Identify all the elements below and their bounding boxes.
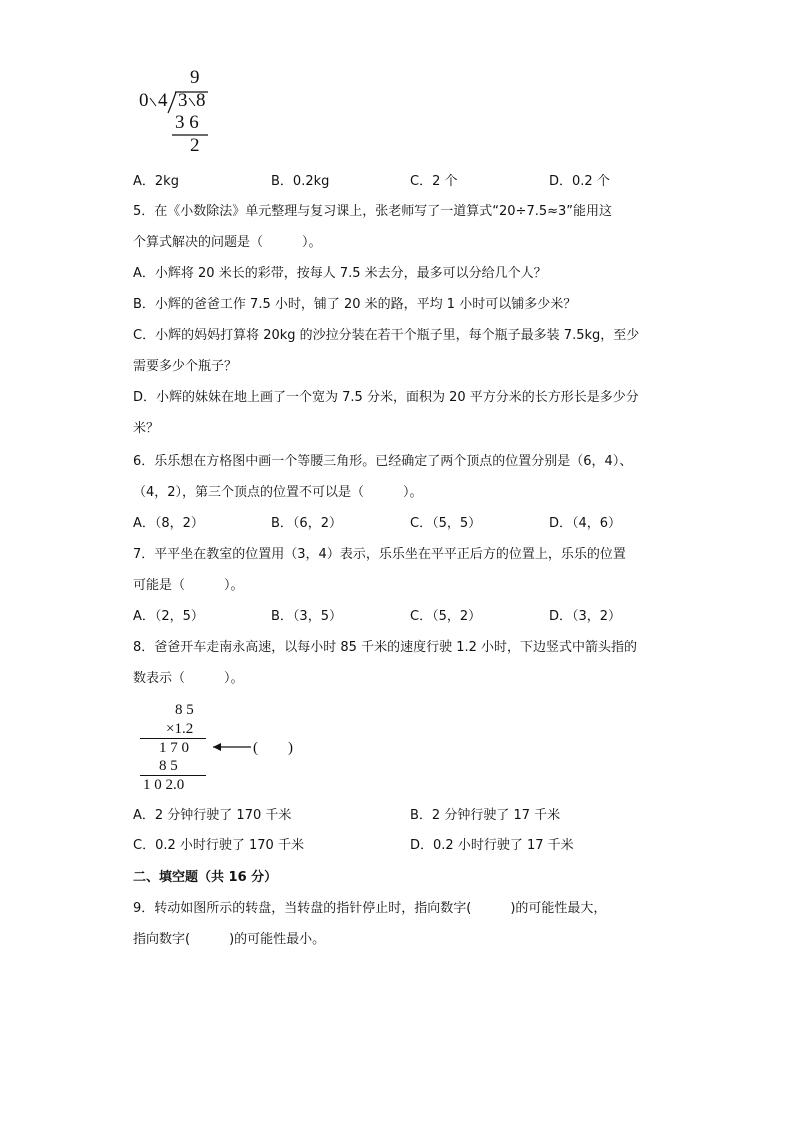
q8-option-c[interactable]: C．0.2 小时行驶了 170 千米	[133, 838, 304, 853]
q8-option-a[interactable]: A．2 分钟行驶了 170 千米	[133, 808, 292, 823]
q4-option-a[interactable]: A．2kg	[133, 174, 179, 189]
division-divisor-tenth: 4	[158, 90, 168, 111]
q6-option-a[interactable]: A．（8，2）	[133, 516, 204, 531]
q7-stem-line2: 可能是（ ）。	[133, 578, 244, 593]
division-divisor-whole: 0	[139, 90, 149, 111]
calc-line-2	[140, 775, 206, 776]
q5-option-c-line2[interactable]: 需要多少个瓶子？	[133, 359, 238, 374]
q9-line2: 指向数字( )的可能性最小。	[133, 932, 326, 947]
q5-option-d-line1[interactable]: D．小辉的妹妹在地上画了一个宽为 7.5 分米，面积为 20 平方分米的长方形长是多少分	[133, 390, 639, 405]
q5-option-d-line2[interactable]: 米？	[133, 421, 160, 436]
q5-stem-line1: 5．在《小数除法》单元整理与复习课上，张老师写了一道算式“20÷7.5≈3”能用这	[133, 204, 613, 219]
q6-option-b[interactable]: B．（6，2）	[271, 516, 342, 531]
calc-row-2: ×1.2	[166, 721, 194, 737]
calc-row-5: 1 0 2.0	[143, 777, 185, 793]
q8-stem-line1: 8．爸爸开车走南永高速，以每小时 85 千米的速度行驶 1.2 小时，下边竖式中箭头指的	[133, 640, 638, 655]
q7-option-c[interactable]: C．（5，2）	[410, 609, 482, 624]
q7-option-b[interactable]: B．（3，5）	[271, 609, 342, 624]
calc-row-4: 8 5	[159, 758, 178, 774]
q4-option-c[interactable]: C．2 个	[410, 174, 458, 189]
q6-option-c[interactable]: C．（5，5）	[410, 516, 482, 531]
division-remainder: 2	[190, 135, 200, 156]
division-dividend-tenth: 8	[196, 90, 206, 111]
q8-option-d[interactable]: D．0.2 小时行驶了 17 千米	[410, 838, 574, 853]
section-heading: 二、填空题（共 16 分）	[133, 870, 278, 885]
q4-option-b[interactable]: B．0.2kg	[271, 174, 330, 189]
q7-stem-line1: 7．平平坐在教室的位置用（3，4）表示，乐乐坐在平平正后方的位置上，乐乐的位置	[133, 547, 626, 562]
q8-option-b[interactable]: B．2 分钟行驶了 17 千米	[410, 808, 561, 823]
q6-stem-line1: 6．乐乐想在方格图中画一个等腰三角形。已经确定了两个顶点的位置分别是（6，4）、	[133, 454, 633, 469]
division-product: 3 6	[175, 112, 199, 133]
calc-line-1	[140, 738, 206, 739]
division-dividend-whole: 3	[178, 90, 188, 111]
q7-option-a[interactable]: A．（2，5）	[133, 609, 204, 624]
q5-option-c-line1[interactable]: C．小辉的妈妈打算将 20kg 的沙拉分装在若干个瓶子里，每个瓶子最多装 7.5kg，至少	[133, 328, 640, 343]
q6-stem-line2: （4，2），第三个顶点的位置不可以是（ ）。	[133, 485, 423, 500]
calc-answer-paren: ( )	[253, 740, 293, 756]
q5-option-a[interactable]: A．小辉将 20 米长的彩带，按每人 7.5 米去分，最多可以分给几个人？	[133, 266, 547, 281]
calc-row-1: 8 5	[175, 702, 194, 718]
q5-option-b[interactable]: B．小辉的爸爸工作 7.5 小时，铺了 20 米的路，平均 1 小时可以铺多少米？	[133, 297, 577, 312]
q7-option-d[interactable]: D．（3，2）	[549, 609, 622, 624]
division-quotient: 9	[190, 67, 200, 88]
q8-stem-line2: 数表示（ ）。	[133, 671, 244, 686]
q5-stem-line2: 个算式解决的问题是（ ）。	[133, 235, 322, 250]
q4-option-d[interactable]: D．0.2 个	[549, 174, 610, 189]
q9-line1: 9．转动如图所示的转盘，当转盘的指针停止时，指向数字( )的可能性最大，	[133, 901, 607, 916]
calc-row-3: 1 7 0	[159, 740, 189, 756]
q6-option-d[interactable]: D．（4，6）	[549, 516, 622, 531]
